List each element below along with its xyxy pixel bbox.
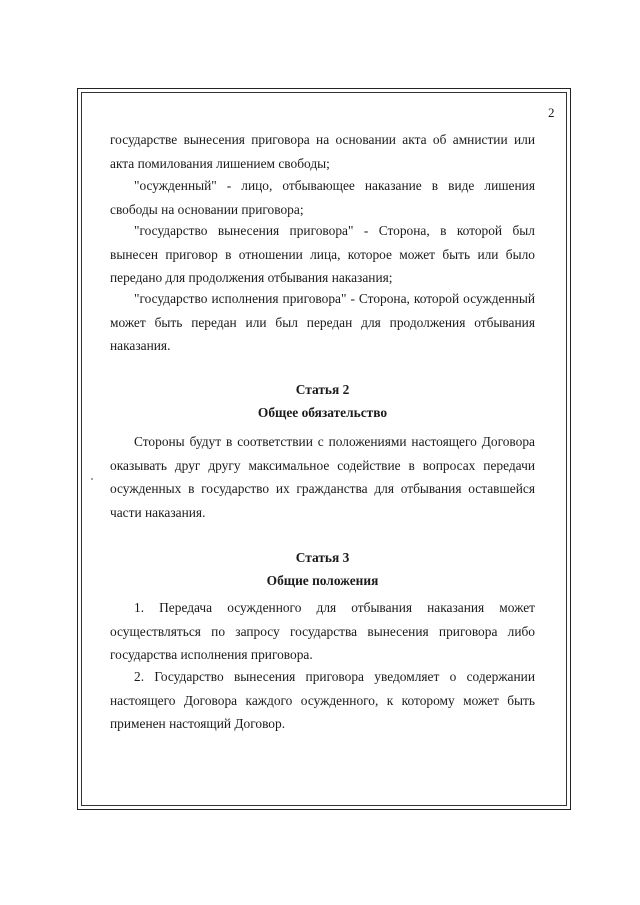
paragraph-continuation: государстве вынесения приговора на основании акта об амнистии или акта помилования лишением свободы;	[110, 132, 535, 171]
scan-speck	[91, 478, 93, 480]
article-3-paragraph-2: 2. Государство вынесения приговора уведомляет о содержании настоящего Договора каждого осужденного, к которому может быть применен настоящий Договор.	[110, 669, 535, 731]
article-3-number: Статья 3	[295, 550, 350, 565]
article-3-title: Общие положения	[266, 573, 379, 588]
article-2-number: Статья 2	[295, 382, 350, 397]
article-2-title: Общее обязательство	[257, 405, 388, 420]
definition-sentencing-state: "государство вынесения приговора" - Сторона, в которой был вынесен приговор в отношении лица, которое может быть или было передано для продолжения отбывания наказания;	[110, 223, 535, 285]
article-2-paragraph: Стороны будут в соответствии с положениями настоящего Договора оказывать друг другу максимальное содействие в вопросах передачи осужденных в государство их гражданства для отбывания оставшейся части наказания.	[110, 434, 535, 520]
page-number: 2	[548, 105, 555, 120]
definition-convict: "осужденный" - лицо, отбывающее наказание в виде лишения свободы на основании приговора;	[110, 178, 535, 217]
article-3-paragraph-1: 1. Передача осужденного для отбывания наказания может осуществляться по запросу государства вынесения приговора либо государства исполнения приговора.	[110, 600, 535, 662]
definition-executing-state: "государство исполнения приговора" - Сторона, которой осужденный может быть передан или был передан для продолжения отбывания наказания.	[110, 291, 535, 353]
